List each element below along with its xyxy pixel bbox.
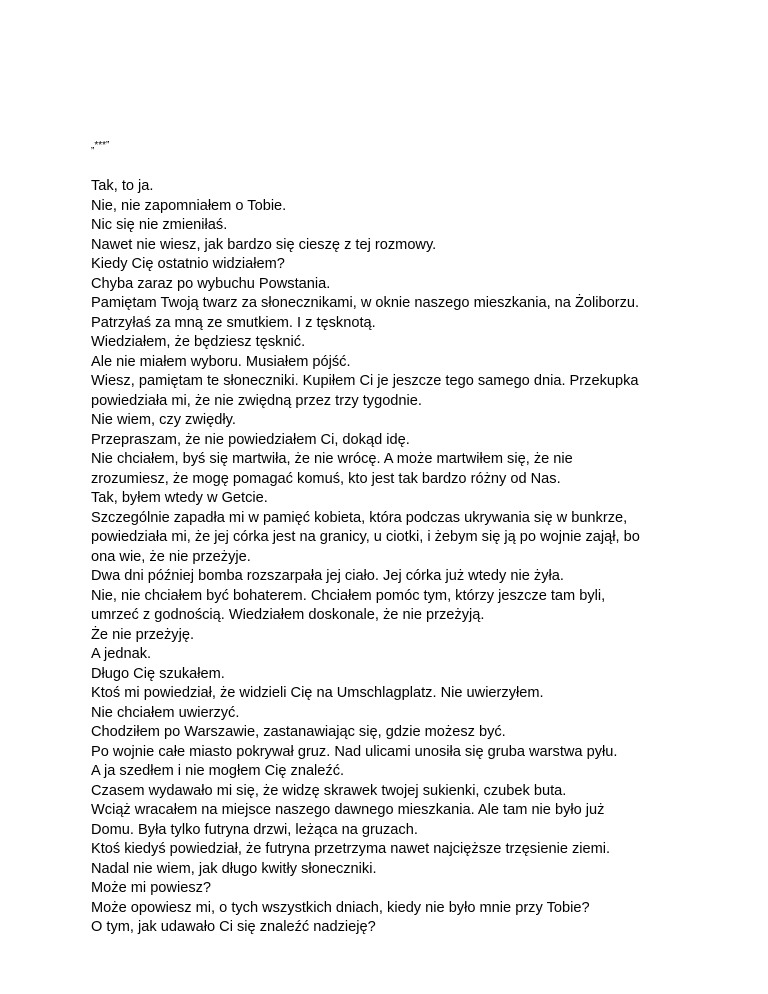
text-line: Nic się nie zmieniłaś.	[91, 217, 228, 233]
text-line: Nawet nie wiesz, jak bardzo się cieszę z tej rozmowy.	[91, 236, 437, 253]
text-line: Że nie przeżyję.	[91, 626, 195, 643]
text-line: Szczególnie zapadła mi w pamięć kobieta, która podczas ukrywania się w bunkrze,	[91, 509, 628, 526]
text-line: Dwa dni później bomba rozszarpała jej ciało. Jej córka już wtedy nie żyła.	[91, 568, 564, 584]
text-line: Domu. Była tylko futryna drzwi, leżąca na gruzach.	[91, 821, 418, 838]
text-line: Chodziłem po Warszawie, zastanawiając się, gdzie możesz być.	[91, 724, 506, 740]
text-line: Nie wiem, czy zwiędły.	[91, 412, 236, 428]
text-line: Ktoś mi powiedział, że widzieli Cię na Umschlagplatz. Nie uwierzyłem.	[91, 685, 544, 701]
text-line: Nie chciałem, byś się martwiła, że nie wrócę. A może martwiłem się, że nie	[91, 451, 573, 467]
text-line: A jednak.	[91, 646, 152, 662]
text-line: Patrzyłaś za mną ze smutkiem. I z tęsknotą.	[91, 314, 376, 331]
text-line: Tak, byłem wtedy w Getcie.	[91, 490, 268, 506]
text-line: Ktoś kiedyś powiedział, że futryna przetrzyma nawet najcięższe trzęsienie ziemi.	[91, 841, 611, 857]
text-line: Nie chciałem uwierzyć.	[91, 704, 240, 721]
text-line: Długo Cię szukałem.	[91, 665, 225, 682]
poem-body	[91, 177, 701, 938]
poem-title: „***”	[91, 140, 110, 151]
text-line: Pamiętam Twoją twarz za słonecznikami, w oknie naszego mieszkania, na Żoliborzu.	[91, 295, 640, 311]
text-line: ona wie, że nie przeżyje.	[91, 548, 251, 565]
text-line: Może mi powiesz?	[91, 880, 212, 896]
text-line: Wciąż wracałem na miejsce naszego dawnego mieszkania. Ale tam nie było już	[91, 802, 605, 818]
text-line: Może opowiesz mi, o tych wszystkich dniach, kiedy nie było mnie przy Tobie?	[91, 899, 590, 916]
text-line: zrozumiesz, że mogę pomagać komuś, kto jest tak bardzo różny od Nas.	[91, 470, 561, 487]
text-line: O tym, jak udawało Ci się znaleźć nadzieję?	[91, 919, 376, 935]
text-line: powiedziała mi, że jej córka jest na granicy, u ciotki, i żebym się ją po wojnie zajął, bo	[91, 529, 640, 545]
text-line: Nadal nie wiem, jak długo kwitły słoneczniki.	[91, 860, 377, 877]
text-line: Czasem wydawało mi się, że widzę skrawek twojej sukienki, czubek buta.	[91, 782, 567, 799]
text-line: A ja szedłem i nie mogłem Cię znaleźć.	[91, 763, 345, 779]
text-line: Chyba zaraz po wybuchu Powstania.	[91, 275, 331, 292]
text-line: Ale nie miałem wyboru. Musiałem pójść.	[91, 353, 351, 370]
text-line: Przepraszam, że nie powiedziałem Ci, dokąd idę.	[91, 431, 410, 448]
text-line: Wiedziałem, że będziesz tęsknić.	[91, 334, 306, 350]
text-line: Wiesz, pamiętam te słoneczniki. Kupiłem Ci je jeszcze tego samego dnia. Przekupka	[91, 373, 639, 389]
text-line: umrzeć z godnością. Wiedziałem doskonale, że nie przeżyją.	[91, 607, 485, 623]
text-line: Tak, to ja.	[91, 178, 154, 194]
text-line: Nie, nie zapomniałem o Tobie.	[91, 197, 287, 214]
text-line: powiedziała mi, że nie zwiędną przez trzy tygodnie.	[91, 392, 422, 409]
text-line: Po wojnie całe miasto pokrywał gruz. Nad ulicami unosiła się gruba warstwa pyłu.	[91, 743, 618, 760]
text-line: Kiedy Cię ostatnio widziałem?	[91, 256, 285, 272]
text-line: Nie, nie chciałem być bohaterem. Chciałem pomóc tym, którzy jeszcze tam byli,	[91, 587, 606, 604]
